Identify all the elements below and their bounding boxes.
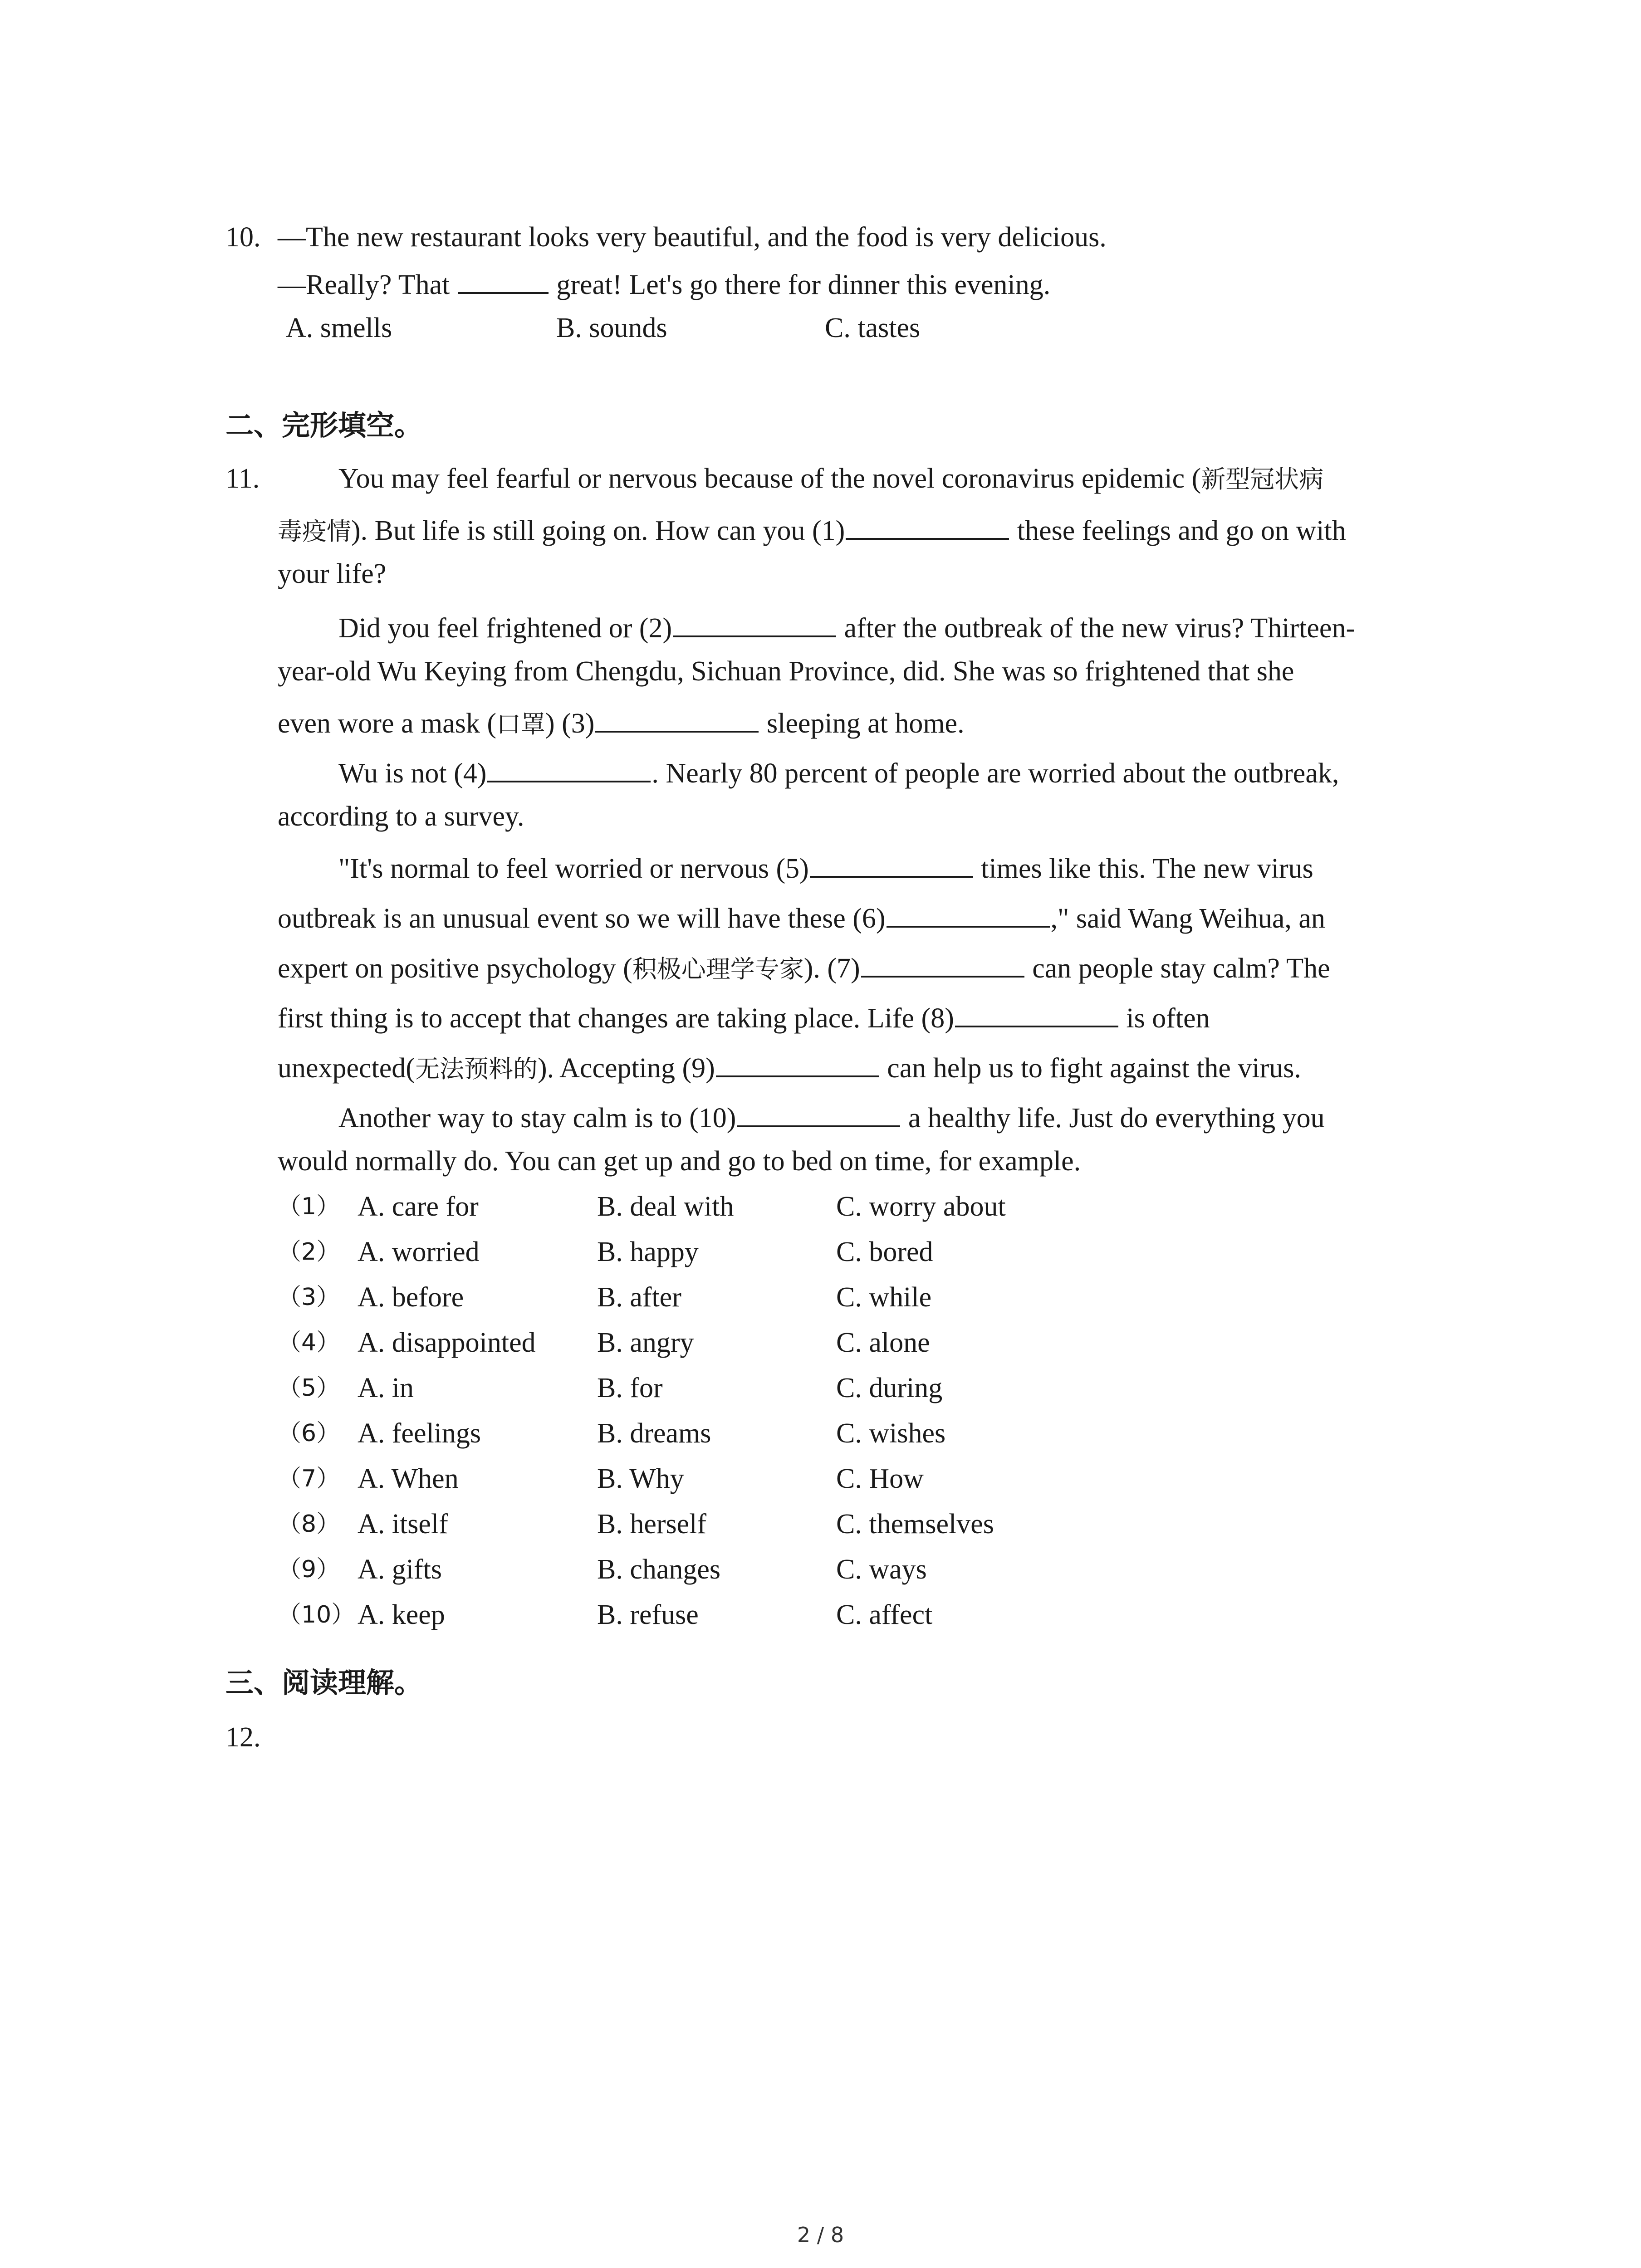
q11-p4-line-3 bbox=[278, 946, 1330, 990]
q10-text-b: great! Let's go there for dinner this evening. bbox=[549, 269, 1051, 300]
section-2-heading: 二、完形填空。 bbox=[225, 409, 423, 442]
chinese-annotation: 口罩 bbox=[496, 710, 546, 738]
chinese-annotation: 新型冠状病 bbox=[1201, 465, 1324, 494]
question-10-line-2 bbox=[278, 262, 1050, 305]
answer-blank-3 bbox=[595, 701, 759, 733]
q11-p2-line-2: year-old Wu Keying from Chengdu, Sichuan Province, did. She was so frightened that she bbox=[278, 656, 1294, 687]
answer-blank-10 bbox=[737, 1095, 900, 1127]
text: Another way to stay calm is to (10) bbox=[338, 1103, 736, 1134]
question-10-line-1: —The new restaurant looks very beautiful, and the food is very delicious. bbox=[278, 222, 1107, 253]
choice-c: C. affect bbox=[836, 1599, 933, 1630]
text: even wore a mask ( bbox=[278, 708, 497, 739]
text: sleeping at home. bbox=[759, 708, 965, 739]
text: these feelings and go on with bbox=[1010, 515, 1346, 546]
choice-number: （8） bbox=[278, 1510, 340, 1538]
choice-c: C. bored bbox=[836, 1237, 933, 1267]
choice-b: B. Why bbox=[597, 1463, 684, 1494]
choice-number: （2） bbox=[278, 1238, 340, 1266]
choice-a: A. in bbox=[358, 1373, 414, 1403]
q11-p1-line-3: your life? bbox=[278, 558, 387, 589]
choice-c: C. wishes bbox=[836, 1418, 946, 1449]
choice-c: C. alone bbox=[836, 1327, 930, 1358]
choice-a: A. feelings bbox=[358, 1418, 481, 1449]
choice-c: C. while bbox=[836, 1282, 932, 1313]
q11-p4-line-2 bbox=[278, 896, 1325, 939]
q11-p4-line-4 bbox=[278, 996, 1210, 1039]
text: Wu is not (4) bbox=[338, 758, 487, 789]
choice-a: A. before bbox=[358, 1282, 464, 1313]
chinese-annotation: 无法预料的 bbox=[415, 1055, 538, 1083]
answer-blank-1 bbox=[846, 508, 1009, 540]
text: expert on positive psychology ( bbox=[278, 953, 632, 984]
chinese-annotation: 毒疫情 bbox=[278, 517, 351, 546]
q11-p3-line-2: according to a survey. bbox=[278, 801, 524, 832]
text: "It's normal to feel worried or nervous (5) bbox=[338, 853, 809, 884]
choice-number: （9） bbox=[278, 1556, 340, 1583]
choice-b: B. deal with bbox=[597, 1191, 734, 1222]
answer-blank-9 bbox=[716, 1046, 879, 1077]
choice-a: A. itself bbox=[358, 1509, 448, 1540]
choice-c: C. themselves bbox=[836, 1509, 994, 1540]
q11-p1-line-1 bbox=[338, 458, 1323, 500]
choice-number: （6） bbox=[278, 1420, 340, 1447]
choice-c: C. during bbox=[836, 1373, 943, 1403]
answer-blank bbox=[458, 262, 549, 294]
choice-c: C. ways bbox=[836, 1554, 927, 1585]
choice-number: （7） bbox=[278, 1465, 340, 1492]
choice-number: （10） bbox=[278, 1601, 355, 1628]
q10-option-b: B. sounds bbox=[556, 313, 667, 343]
answer-blank-2 bbox=[673, 606, 836, 637]
text: after the outbreak of the new virus? Thirteen- bbox=[837, 613, 1356, 644]
q11-p5-line-1 bbox=[338, 1095, 1325, 1139]
text: . Nearly 80 percent of people are worried about the outbreak, bbox=[652, 758, 1339, 789]
answer-blank-4 bbox=[487, 751, 651, 782]
choice-number: （4） bbox=[278, 1329, 340, 1356]
choice-c: C. worry about bbox=[836, 1191, 1006, 1222]
q11-p3-line-1 bbox=[338, 751, 1339, 794]
choice-c: C. How bbox=[836, 1463, 924, 1494]
choice-a: A. disappointed bbox=[358, 1327, 536, 1358]
text: a healthy life. Just do everything you bbox=[901, 1103, 1325, 1134]
q10-option-a: A. smells bbox=[286, 313, 392, 343]
choice-b: B. happy bbox=[597, 1237, 699, 1267]
q10-text-a: —Really? That bbox=[278, 269, 457, 300]
text: outbreak is an unusual event so we will have these (6) bbox=[278, 903, 886, 934]
text: ). But life is still going on. How can you (1) bbox=[351, 515, 845, 546]
choice-b: B. angry bbox=[597, 1327, 694, 1358]
choice-a: A. worried bbox=[358, 1237, 480, 1267]
q11-p2-line-1 bbox=[338, 606, 1355, 649]
choice-b: B. changes bbox=[597, 1554, 721, 1585]
text: You may feel fearful or nervous because of the novel coronavirus epidemic ( bbox=[338, 463, 1201, 494]
text: unexpected( bbox=[278, 1053, 415, 1084]
q11-p4-line-5 bbox=[278, 1046, 1301, 1090]
question-10-number: 10. bbox=[225, 222, 261, 253]
choice-number: （3） bbox=[278, 1284, 340, 1311]
page-number: 2 / 8 bbox=[797, 2223, 844, 2247]
answer-blank-5 bbox=[810, 846, 973, 878]
q11-p2-line-3 bbox=[278, 701, 965, 745]
text: first thing is to accept that changes are taking place. Life (8) bbox=[278, 1003, 954, 1034]
text: ). (7) bbox=[803, 953, 860, 984]
choice-b: B. herself bbox=[597, 1509, 707, 1540]
text: Did you feel frightened or (2) bbox=[338, 613, 672, 644]
choice-a: A. When bbox=[358, 1463, 459, 1494]
choice-b: B. dreams bbox=[597, 1418, 711, 1449]
answer-blank-8 bbox=[955, 996, 1118, 1027]
text: ). Accepting (9) bbox=[537, 1053, 715, 1084]
text: can people stay calm? The bbox=[1025, 953, 1330, 984]
text: times like this. The new virus bbox=[974, 853, 1313, 884]
q10-option-c: C. tastes bbox=[825, 313, 921, 343]
q11-p4-line-1 bbox=[338, 846, 1313, 889]
text: ," said Wang Weihua, an bbox=[1050, 903, 1325, 934]
choice-a: A. keep bbox=[358, 1599, 445, 1630]
choice-b: B. after bbox=[597, 1282, 681, 1313]
q11-p1-line-2 bbox=[278, 508, 1346, 552]
choice-b: B. for bbox=[597, 1373, 663, 1403]
answer-blank-6 bbox=[887, 896, 1050, 928]
section-3-heading: 三、阅读理解。 bbox=[225, 1666, 423, 1699]
answer-blank-7 bbox=[861, 946, 1024, 978]
choice-number: （1） bbox=[278, 1193, 340, 1220]
text: can help us to fight against the virus. bbox=[880, 1053, 1301, 1084]
q11-p5-line-2: would normally do. You can get up and go to bed on time, for example. bbox=[278, 1146, 1081, 1177]
choice-b: B. refuse bbox=[597, 1599, 699, 1630]
choice-number: （5） bbox=[278, 1374, 340, 1402]
text: ) (3) bbox=[545, 708, 595, 739]
question-12-number: 12. bbox=[225, 1722, 261, 1753]
question-11-number: 11. bbox=[225, 463, 260, 494]
chinese-annotation: 积极心理学专家 bbox=[632, 955, 804, 983]
text: is often bbox=[1119, 1003, 1210, 1034]
choice-a: A. care for bbox=[358, 1191, 479, 1222]
choice-a: A. gifts bbox=[358, 1554, 442, 1585]
